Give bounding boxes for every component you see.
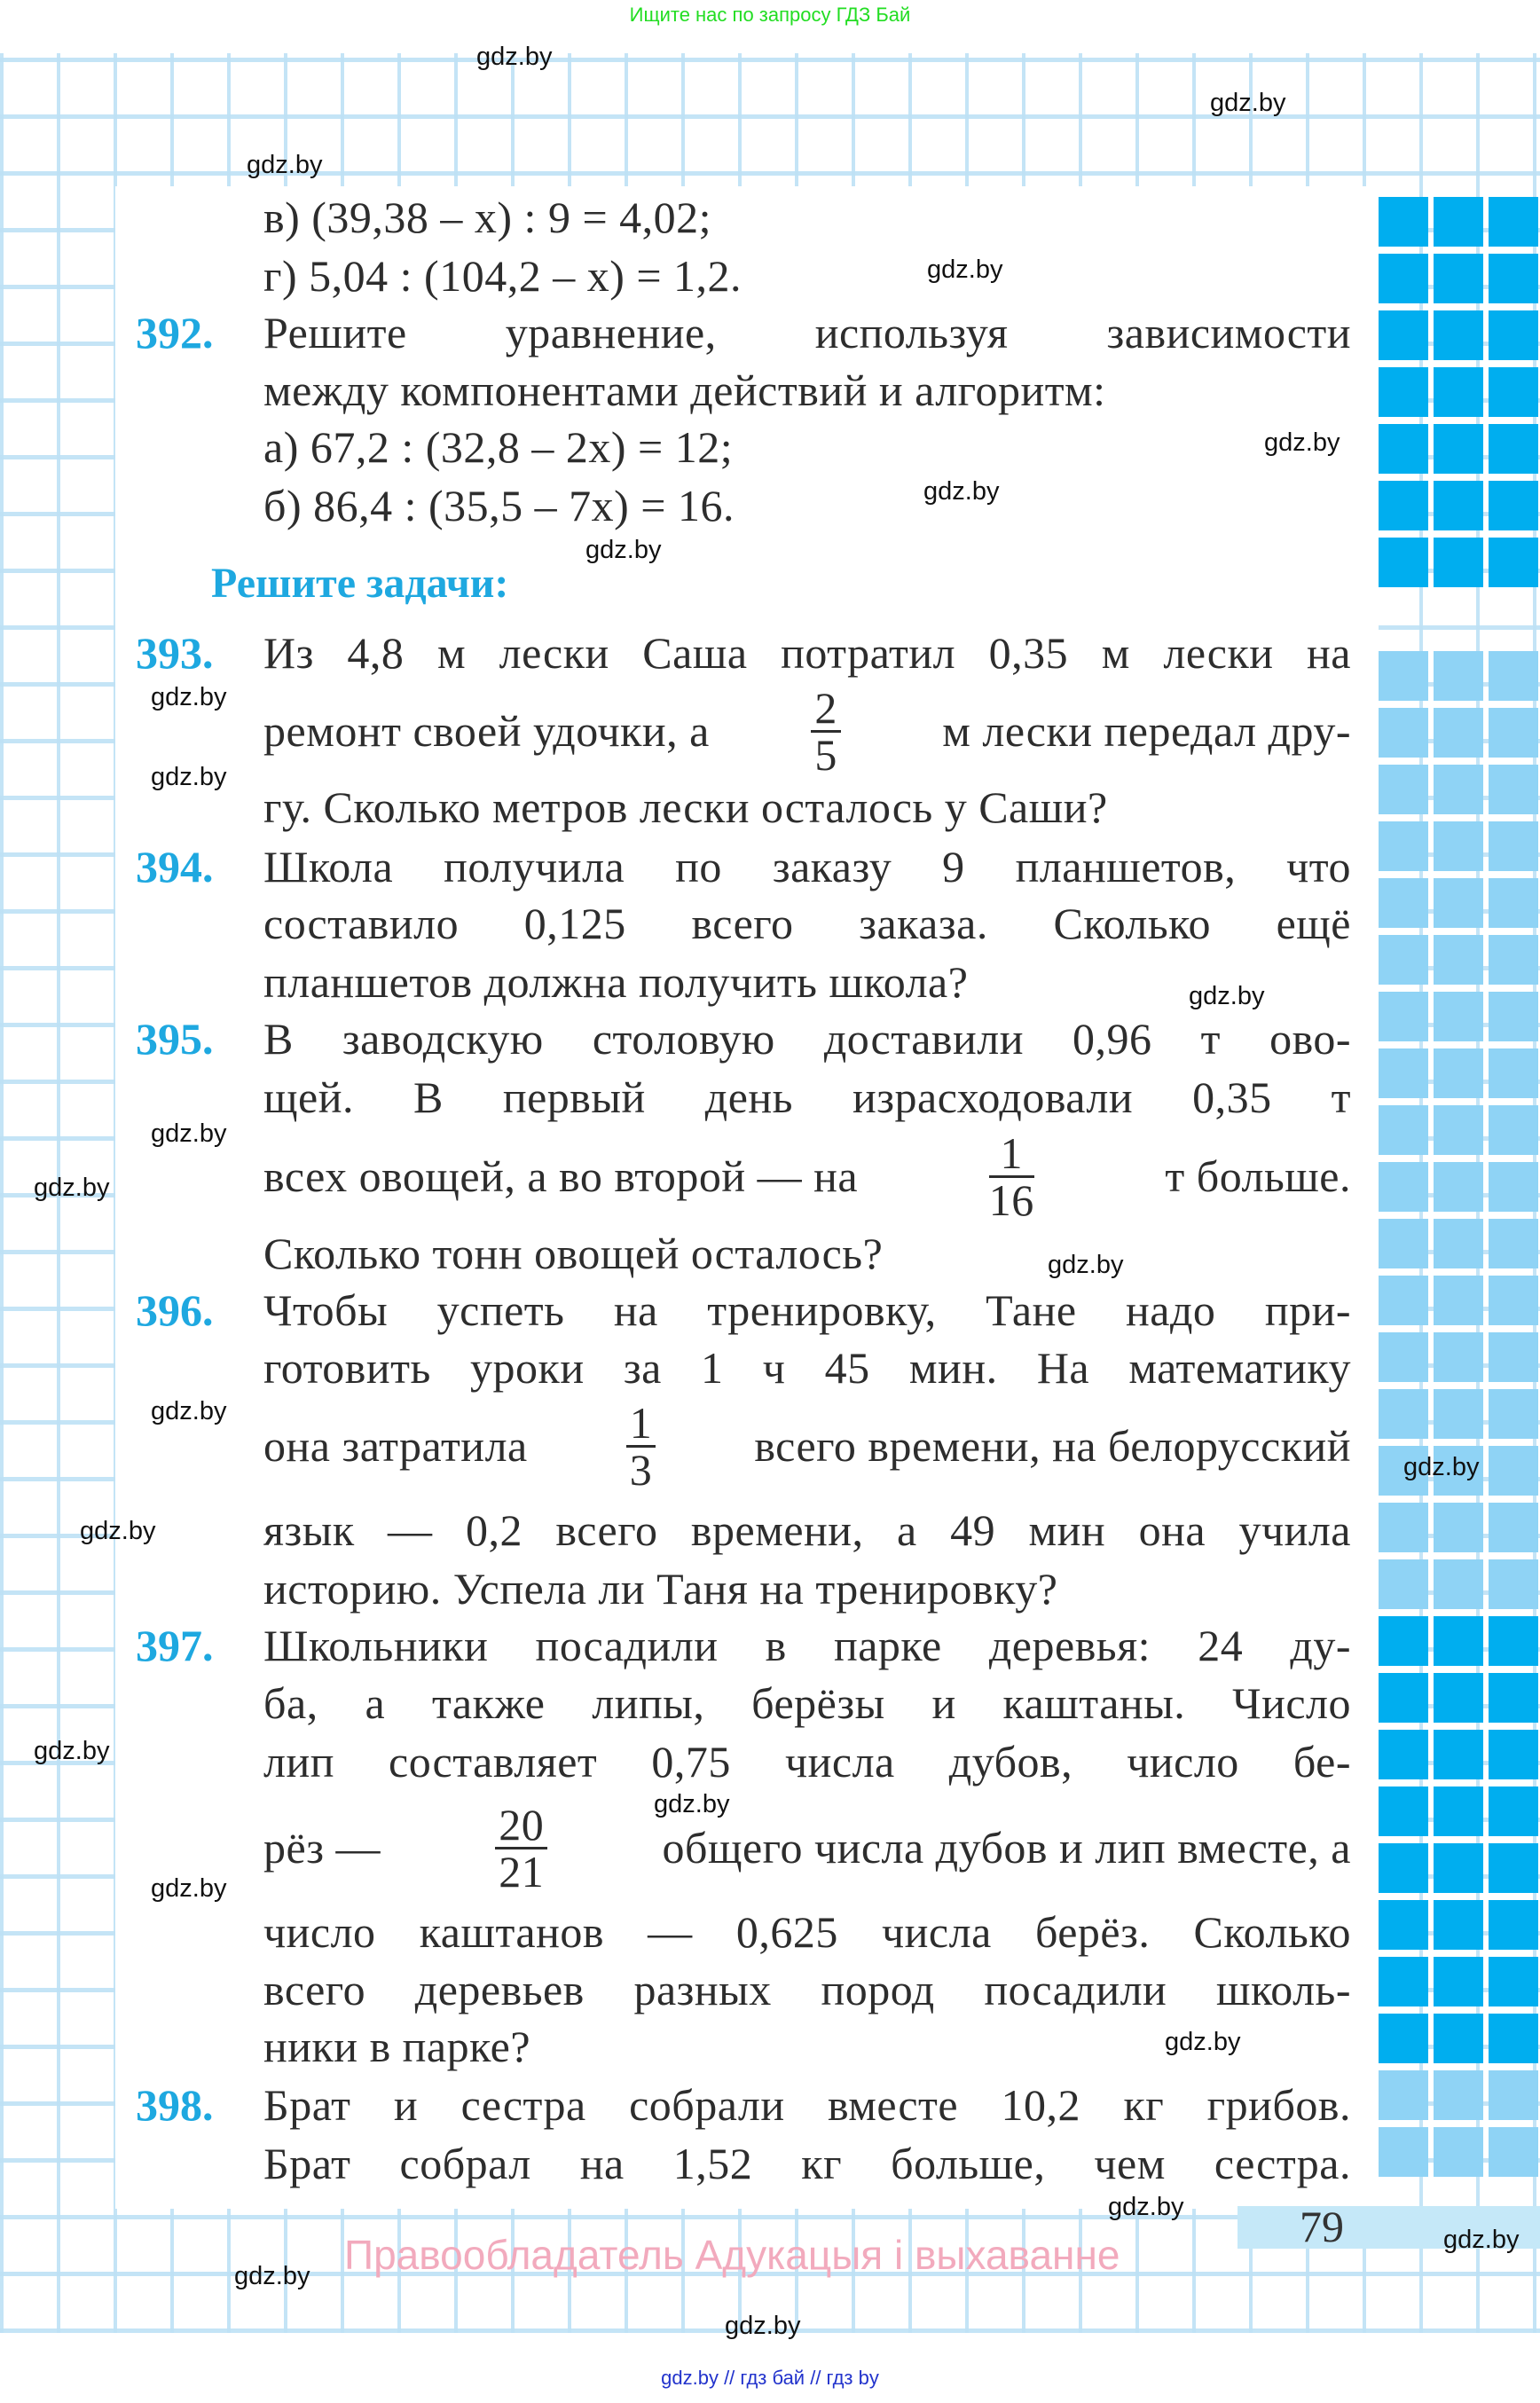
equation-g: г) 5,04 : (104,2 – x) = 1,2. [263,251,742,301]
blue-block [1379,1162,1428,1212]
blue-block [1379,935,1428,985]
blue-block [1489,1673,1538,1723]
blue-block [1489,1503,1538,1552]
equation-v: в) (39,38 – x) : 9 = 4,02; [263,192,712,242]
blue-block [1434,1503,1483,1552]
blue-block [1434,367,1483,417]
blue-block [1489,821,1538,871]
problem-text: ба, а также липы, берёзы и каштаны. Число [263,1678,1351,1728]
blue-block [1489,708,1538,758]
blue-block [1434,1900,1483,1950]
blue-block [1489,2127,1538,2177]
text: т больше. [1165,1151,1351,1201]
problem-text: гу. Сколько метров лески осталось у Саши? [263,782,1108,832]
text: общего числа дубов и лип вместе, а [662,1823,1351,1873]
blue-block [1489,1616,1538,1666]
blue-block [1489,310,1538,360]
problem-number: 392. [136,308,214,357]
blue-block [1434,1105,1483,1155]
blue-block [1379,310,1428,360]
blue-block [1434,1389,1483,1439]
blue-block [1489,481,1538,530]
blue-block [1489,2014,1538,2063]
blue-block [1379,254,1428,303]
blue-block [1379,1389,1428,1439]
denominator: 5 [814,729,837,780]
problem-text [263,682,1351,780]
problem-text [263,1397,1351,1495]
blue-block [1434,481,1483,530]
blue-block [1379,1843,1428,1893]
watermark: gdz.by [1403,1453,1480,1481]
blue-block [1434,538,1483,587]
blue-block [1434,1048,1483,1098]
copyright-notice: Правообладатель Адукацыя і выхаванне [344,2232,1120,2278]
blue-block [1434,992,1483,1041]
problem-text [263,1127,1351,1225]
problem-text: Брат собрал на 1,52 кг больше, чем сестра. [263,2139,1351,2188]
blue-block [1489,197,1538,247]
blue-block [1489,651,1538,701]
problem-text: Сколько тонн овощей осталось? [263,1229,884,1278]
blue-block [1379,424,1428,474]
blue-block [1379,1105,1428,1155]
blue-block [1434,310,1483,360]
blue-block [1379,197,1428,247]
blue-block [1379,538,1428,587]
problem-text: число каштанов — 0,625 числа берёз. Сколько [263,1907,1351,1957]
fraction [626,1397,656,1495]
blue-block [1434,1559,1483,1609]
blue-block [1489,1048,1538,1098]
problem-text: Школа получила по заказу 9 планшетов, что [263,842,1351,891]
blue-block [1489,1843,1538,1893]
denominator: 16 [988,1174,1034,1225]
text: она затратила [263,1421,528,1471]
problem-text: Школьники посадили в парке деревья: 24 ду- [263,1621,1351,1670]
watermark: gdz.by [927,255,1003,284]
blue-block [1489,765,1538,814]
blue-block [1434,1843,1483,1893]
blue-block [1434,1957,1483,2006]
denominator: 21 [499,1846,545,1896]
problem-number: 393. [136,628,214,678]
problem-number: 394. [136,842,214,891]
problem-text: всего деревьев разных пород посадили школь- [263,1965,1351,2014]
blue-block [1379,1276,1428,1325]
blue-block [1489,1389,1538,1439]
blue-block [1434,1276,1483,1325]
denominator: 3 [629,1444,653,1495]
watermark: gdz.by [476,43,553,71]
text: ремонт своей удочки, а [263,706,710,756]
blue-block [1379,765,1428,814]
top-banner[interactable]: Ищите нас по запросу ГДЗ Бай [629,4,911,26]
equation-b: б) 86,4 : (35,5 – 7x) = 16. [263,481,735,530]
problem-text: историю. Успела ли Таня на тренировку? [263,1564,1058,1614]
problem-number: 395. [136,1014,214,1064]
blue-block [1489,1957,1538,2006]
watermark: gdz.by [1189,982,1265,1010]
problem-text: язык — 0,2 всего времени, а 49 мин она учила [263,1505,1351,1555]
blue-block [1489,935,1538,985]
blue-block [1379,481,1428,530]
blue-block [1379,878,1428,928]
blue-block [1379,1673,1428,1723]
blue-block [1379,367,1428,417]
problem-text: Чтобы успеть на тренировку, Тане надо при- [263,1285,1351,1335]
blue-block [1489,1787,1538,1836]
page-number: 79 [1300,2202,1344,2251]
blue-block [1379,1332,1428,1382]
problem-text [263,1799,1351,1896]
blue-block [1434,651,1483,701]
problem-number: 398. [136,2080,214,2130]
text: м лески передал дру- [942,706,1351,756]
blue-block [1379,1900,1428,1950]
problem-text: щей. В первый день израсходовали 0,35 т [263,1072,1351,1122]
blue-block [1489,1162,1538,1212]
text: всех овощей, а во второй — на [263,1151,859,1201]
equation-a: а) 67,2 : (32,8 – 2x) = 12; [263,422,734,472]
watermark: gdz.by [1108,2193,1184,2221]
blue-block [1434,2070,1483,2120]
blue-block [1379,708,1428,758]
blue-block [1489,1332,1538,1382]
blue-block [1489,538,1538,587]
text: рёз — [263,1823,381,1873]
blue-block [1434,424,1483,474]
blue-block [1379,1559,1428,1609]
text: всего времени, на белорусский [754,1421,1351,1471]
blue-block [1489,992,1538,1041]
problem-number: 396. [136,1285,214,1335]
watermark: gdz.by [34,1737,110,1765]
blue-block [1489,1219,1538,1268]
blue-block [1489,1105,1538,1155]
section-heading: Решите задачи: [211,560,509,607]
watermark: gdz.by [80,1517,156,1545]
fraction [495,1799,547,1896]
watermark: gdz.by [1165,2028,1241,2056]
blue-block [1379,1048,1428,1098]
blue-block [1434,935,1483,985]
blue-block [1379,2014,1428,2063]
watermark: gdz.by [34,1174,110,1202]
blue-block [1379,1730,1428,1779]
blue-block [1434,1616,1483,1666]
blue-block [1379,651,1428,701]
problem-number: 397. [136,1621,214,1670]
blue-block [1489,1446,1538,1496]
watermark: gdz.by [234,2262,310,2290]
blue-block [1434,2127,1483,2177]
watermark: gdz.by [247,151,323,179]
blue-block [1489,2070,1538,2120]
blue-block [1434,1162,1483,1212]
watermark: gdz.by [725,2312,801,2340]
watermark: gdz.by [1443,2226,1520,2254]
blue-block [1379,1503,1428,1552]
blue-block [1434,254,1483,303]
blue-block [1434,1219,1483,1268]
fraction [988,1127,1034,1225]
blue-block [1489,367,1538,417]
problem-text: планшетов должна получить школа? [263,957,969,1007]
blue-block [1489,878,1538,928]
blue-block [1489,1730,1538,1779]
numerator: 20 [495,1802,547,1849]
blue-block [1434,1673,1483,1723]
blue-block [1489,424,1538,474]
blue-block [1434,821,1483,871]
blue-block [1379,1219,1428,1268]
watermark: gdz.by [1264,428,1340,457]
blue-block [1379,821,1428,871]
blue-block [1434,1787,1483,1836]
bottom-banner[interactable]: gdz.by // гдз бай // гдз by [661,2367,879,2389]
blue-block [1489,254,1538,303]
blue-block [1489,1900,1538,1950]
watermark: gdz.by [923,477,1000,506]
blue-block [1434,1730,1483,1779]
watermark: gdz.by [151,683,227,711]
blue-block [1489,1559,1538,1609]
numerator: 2 [811,686,841,733]
problem-text: составило 0,125 всего заказа. Сколько ещё [263,899,1351,948]
problem-text: лип составляет 0,75 числа дубов, число бе- [263,1737,1351,1787]
blue-block [1489,1276,1538,1325]
blue-block [1379,2070,1428,2120]
blue-block [1434,197,1483,247]
fraction [811,682,841,780]
blue-block [1379,992,1428,1041]
watermark: gdz.by [151,1119,227,1148]
blue-block [1434,878,1483,928]
problem-text: В заводскую столовую доставили 0,96 т ово- [263,1014,1351,1064]
decorative-blue-blocks [1379,197,1540,2175]
problem-text: Из 4,8 м лески Саша потратил 0,35 м лески на [263,628,1351,678]
problem-text: между компонентами действий и алгоритм: [263,365,1106,415]
watermark: gdz.by [1210,89,1286,117]
blue-block [1434,1332,1483,1382]
numerator: 1 [989,1131,1034,1178]
blue-block [1379,1787,1428,1836]
watermark: gdz.by [151,1874,227,1903]
problem-text: ники в парке? [263,2022,531,2071]
problem-text: готовить уроки за 1 ч 45 мин. На математику [263,1343,1351,1393]
blue-block [1434,765,1483,814]
numerator: 1 [626,1401,656,1448]
watermark: gdz.by [1048,1251,1124,1279]
blue-block [1379,2127,1428,2177]
problem-text: Брат и сестра собрали вместе 10,2 кг грибов. [263,2080,1351,2130]
watermark: gdz.by [654,1790,730,1818]
problem-text: Решите уравнение, используя зависимости [263,308,1351,357]
watermark: gdz.by [585,536,662,564]
watermark: gdz.by [151,1397,227,1425]
blue-block [1379,1616,1428,1666]
blue-block [1434,2014,1483,2063]
blue-block [1434,708,1483,758]
watermark: gdz.by [151,763,227,791]
blue-block [1379,1957,1428,2006]
